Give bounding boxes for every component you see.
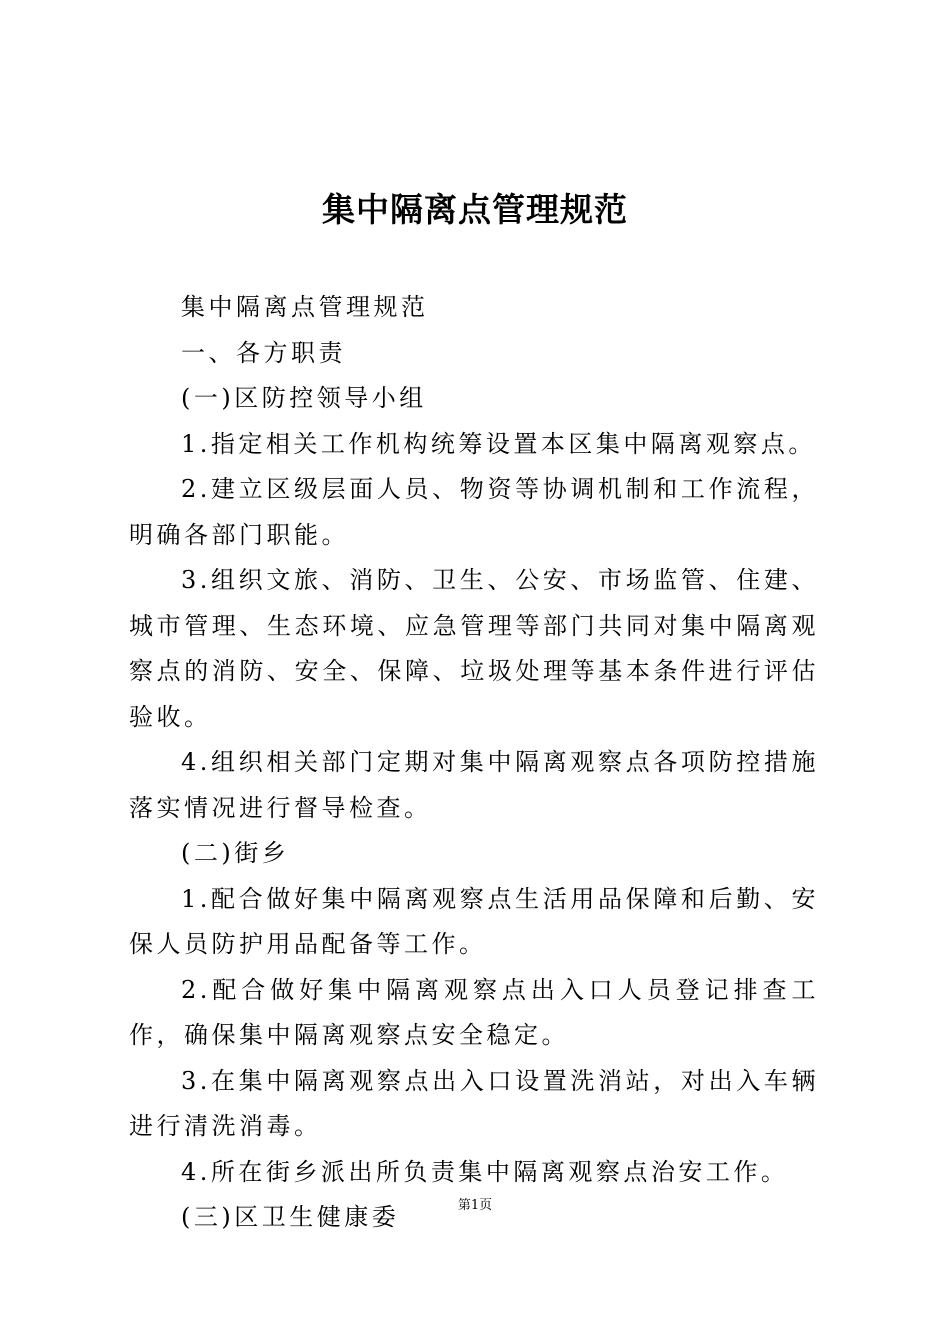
- paragraph: 4.所在街乡派出所负责集中隔离观察点治安工作。: [181, 1157, 789, 1186]
- document-body: [129, 285, 819, 1241]
- subsection-heading: (一)区防控领导小组: [181, 384, 427, 412]
- paragraph: 2.建立区级层面人员、物资等协调机制和工作流程，明确各部门职能。: [129, 475, 819, 549]
- document-title: 集中隔离点管理规范: [322, 190, 628, 229]
- paragraph: 3.组织文旅、消防、卫生、公安、市场监管、住建、城市管理、生态环境、应急管理等部门共同对集中隔离观察点的消防、安全、保障、垃圾处理等基本条件进行评估验收。: [129, 566, 819, 731]
- subsection-heading: (三)区卫生健康委: [181, 1203, 400, 1231]
- paragraph: 1.配合做好集中隔离观察点生活用品保障和后勤、安保人员防护用品配备等工作。: [129, 884, 819, 958]
- paragraph: 1.指定相关工作机构统筹设置本区集中隔离观察点。: [181, 429, 816, 458]
- page-number: 第1页: [457, 1198, 493, 1213]
- section-heading: 一、各方职责: [181, 338, 346, 367]
- paragraph: 4.组织相关部门定期对集中隔离观察点各项防控措施落实情况进行督导检查。: [129, 748, 819, 822]
- paragraph: 3.在集中隔离观察点出入口设置洗消站，对出入车辆进行清洗消毒。: [129, 1066, 819, 1140]
- paragraph: 2.配合做好集中隔离观察点出入口人员登记排查工作，确保集中隔离观察点安全稳定。: [129, 975, 819, 1049]
- subsection-heading: (二)街乡: [181, 839, 290, 867]
- paragraph: 集中隔离点管理规范: [181, 293, 429, 321]
